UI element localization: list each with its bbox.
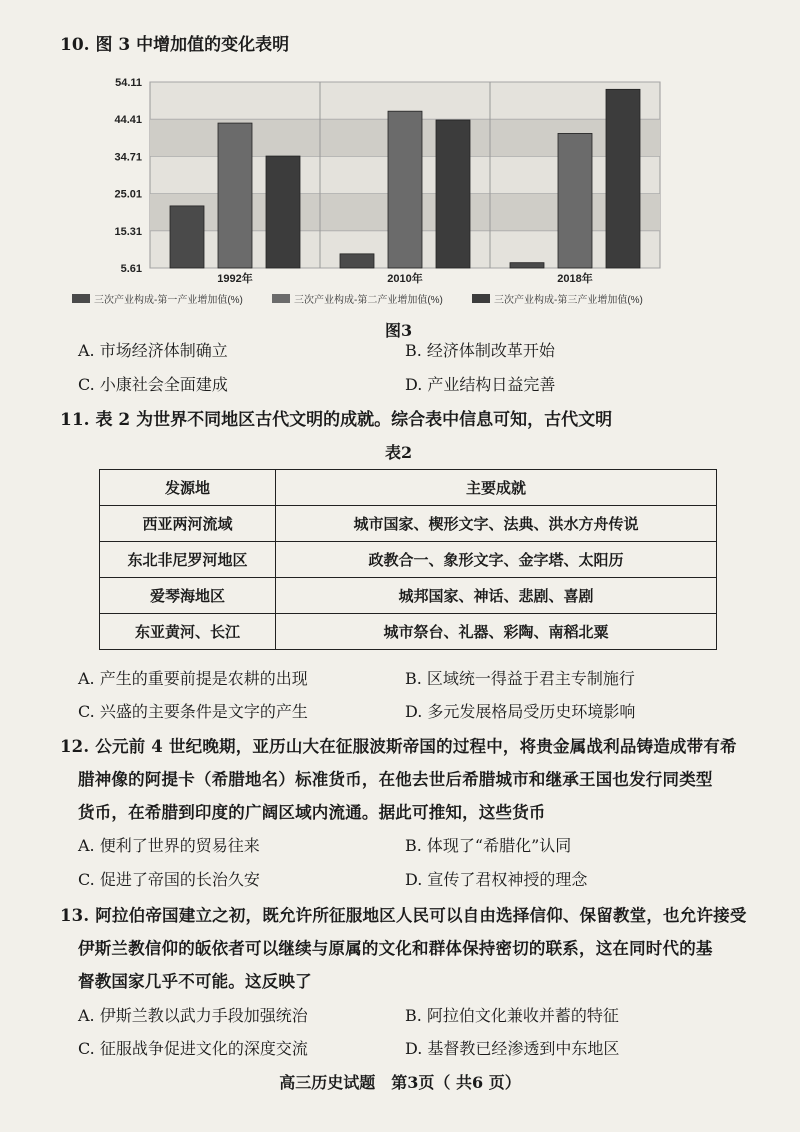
legend-label: 三次产业构成-第三产业增加值(%): [494, 295, 643, 306]
q13-option-d: D. 基督教已经渗透到中东地区: [405, 1039, 620, 1058]
legend-swatch: [472, 294, 490, 303]
q10-bar-chart: [70, 68, 670, 313]
legend-label: 三次产业构成-第一产业增加值(%): [94, 295, 243, 306]
page-footer: 高三历史试题 第3页（ 共6 页）: [279, 1073, 521, 1092]
bar: [436, 120, 470, 268]
q13-option-a: A. 伊斯兰教以武力手段加强统治: [78, 1006, 308, 1025]
q12-stem-line-1: 12. 公元前 4 世纪晚期，亚历山大在征服波斯帝国的过程中，将贵金属战利品铸造成带有希: [60, 737, 737, 756]
bar: [218, 123, 252, 268]
q13-option-b: B. 阿拉伯文化兼收并蓄的特征: [405, 1006, 619, 1025]
q13-stem-line-2: 伊斯兰教信仰的皈依者可以继续与原属的文化和群体保持密切的联系，这在同时代的基: [78, 939, 713, 958]
y-tick-label: 25.01: [114, 188, 142, 201]
table-header-origin: 发源地: [100, 470, 276, 506]
table-cell-origin: 东亚黄河、长江: [100, 614, 276, 650]
q10-option-c: C. 小康社会全面建成: [78, 375, 228, 394]
q11-option-b: B. 区域统一得益于君主专制施行: [405, 669, 635, 688]
table-cell-origin: 西亚两河流域: [100, 506, 276, 542]
q12-option-d: D. 宣传了君权神授的理念: [405, 870, 588, 889]
y-tick-label: 34.71: [114, 151, 142, 164]
bar: [340, 254, 374, 268]
x-tick-label: 2010年: [387, 273, 423, 285]
table-cell-achievements: 城邦国家、神话、悲剧、喜剧: [276, 578, 717, 614]
q12-option-a: A. 便利了世界的贸易往来: [78, 836, 260, 855]
q11-table: [99, 469, 717, 650]
table-cell-achievements: 城市国家、楔形文字、法典、洪水方舟传说: [276, 506, 717, 542]
q11-option-a: A. 产生的重要前提是农耕的出现: [78, 669, 308, 688]
legend-swatch: [272, 294, 290, 303]
q10-option-b: B. 经济体制改革开始: [405, 341, 555, 360]
bar: [266, 156, 300, 268]
bar: [388, 111, 422, 268]
table-cell-achievements: 政教合一、象形文字、金字塔、太阳历: [276, 542, 717, 578]
y-tick-label: 54.11: [115, 77, 142, 89]
q11-option-c: C. 兴盛的主要条件是文字的产生: [78, 702, 308, 721]
table-row: [100, 614, 717, 650]
q11-table-caption: 表2: [385, 443, 413, 462]
q10-stem: 10. 图 3 中增加值的变化表明: [60, 35, 290, 55]
table-row: [100, 578, 717, 614]
q12-option-c: C. 促进了帝国的长治久安: [78, 870, 260, 889]
legend-label: 三次产业构成-第二产业增加值(%): [294, 295, 443, 306]
x-tick-label: 2018年: [557, 273, 593, 285]
q12-stem-line-2: 腊神像的阿提卡（希腊地名）标准货币，在他去世后希腊城市和继承王国也发行同类型: [78, 770, 713, 789]
table-header-row: [100, 470, 717, 506]
bar: [510, 263, 544, 268]
bar: [170, 206, 204, 268]
q13-stem-line-3: 督教国家几乎不可能。这反映了: [78, 972, 312, 991]
q13-option-c: C. 征服战争促进文化的深度交流: [78, 1039, 308, 1058]
table-cell-achievements: 城市祭台、礼器、彩陶、南稻北粟: [276, 614, 717, 650]
legend-swatch: [72, 294, 90, 303]
y-tick-label: 15.31: [114, 225, 142, 238]
q11-stem: 11. 表 2 为世界不同地区古代文明的成就。综合表中信息可知，古代文明: [60, 410, 613, 430]
q12-option-b: B. 体现了“希腊化”认同: [405, 836, 572, 855]
q10-option-d: D. 产业结构日益完善: [405, 375, 556, 394]
y-tick-label: 44.41: [114, 114, 142, 127]
bar: [558, 133, 592, 268]
table-cell-origin: 爱琴海地区: [100, 578, 276, 614]
table-header-achievements: 主要成就: [276, 470, 717, 506]
y-tick-label: 5.61: [120, 263, 142, 275]
bar: [606, 89, 640, 268]
q11-option-d: D. 多元发展格局受历史环境影响: [405, 702, 636, 721]
x-tick-label: 1992年: [217, 273, 253, 285]
q12-stem-line-3: 货币，在希腊到印度的广阔区域内流通。据此可推知，这些货币: [78, 803, 546, 822]
q13-stem-line-1: 13. 阿拉伯帝国建立之初，既允许所征服地区人民可以自由选择信仰、保留教堂，也允许接受: [60, 906, 747, 925]
q10-option-a: A. 市场经济体制确立: [78, 341, 228, 360]
q10-caption: 图3: [385, 321, 413, 340]
table-row: [100, 506, 717, 542]
table-cell-origin: 东北非尼罗河地区: [100, 542, 276, 578]
table-row: [100, 542, 717, 578]
